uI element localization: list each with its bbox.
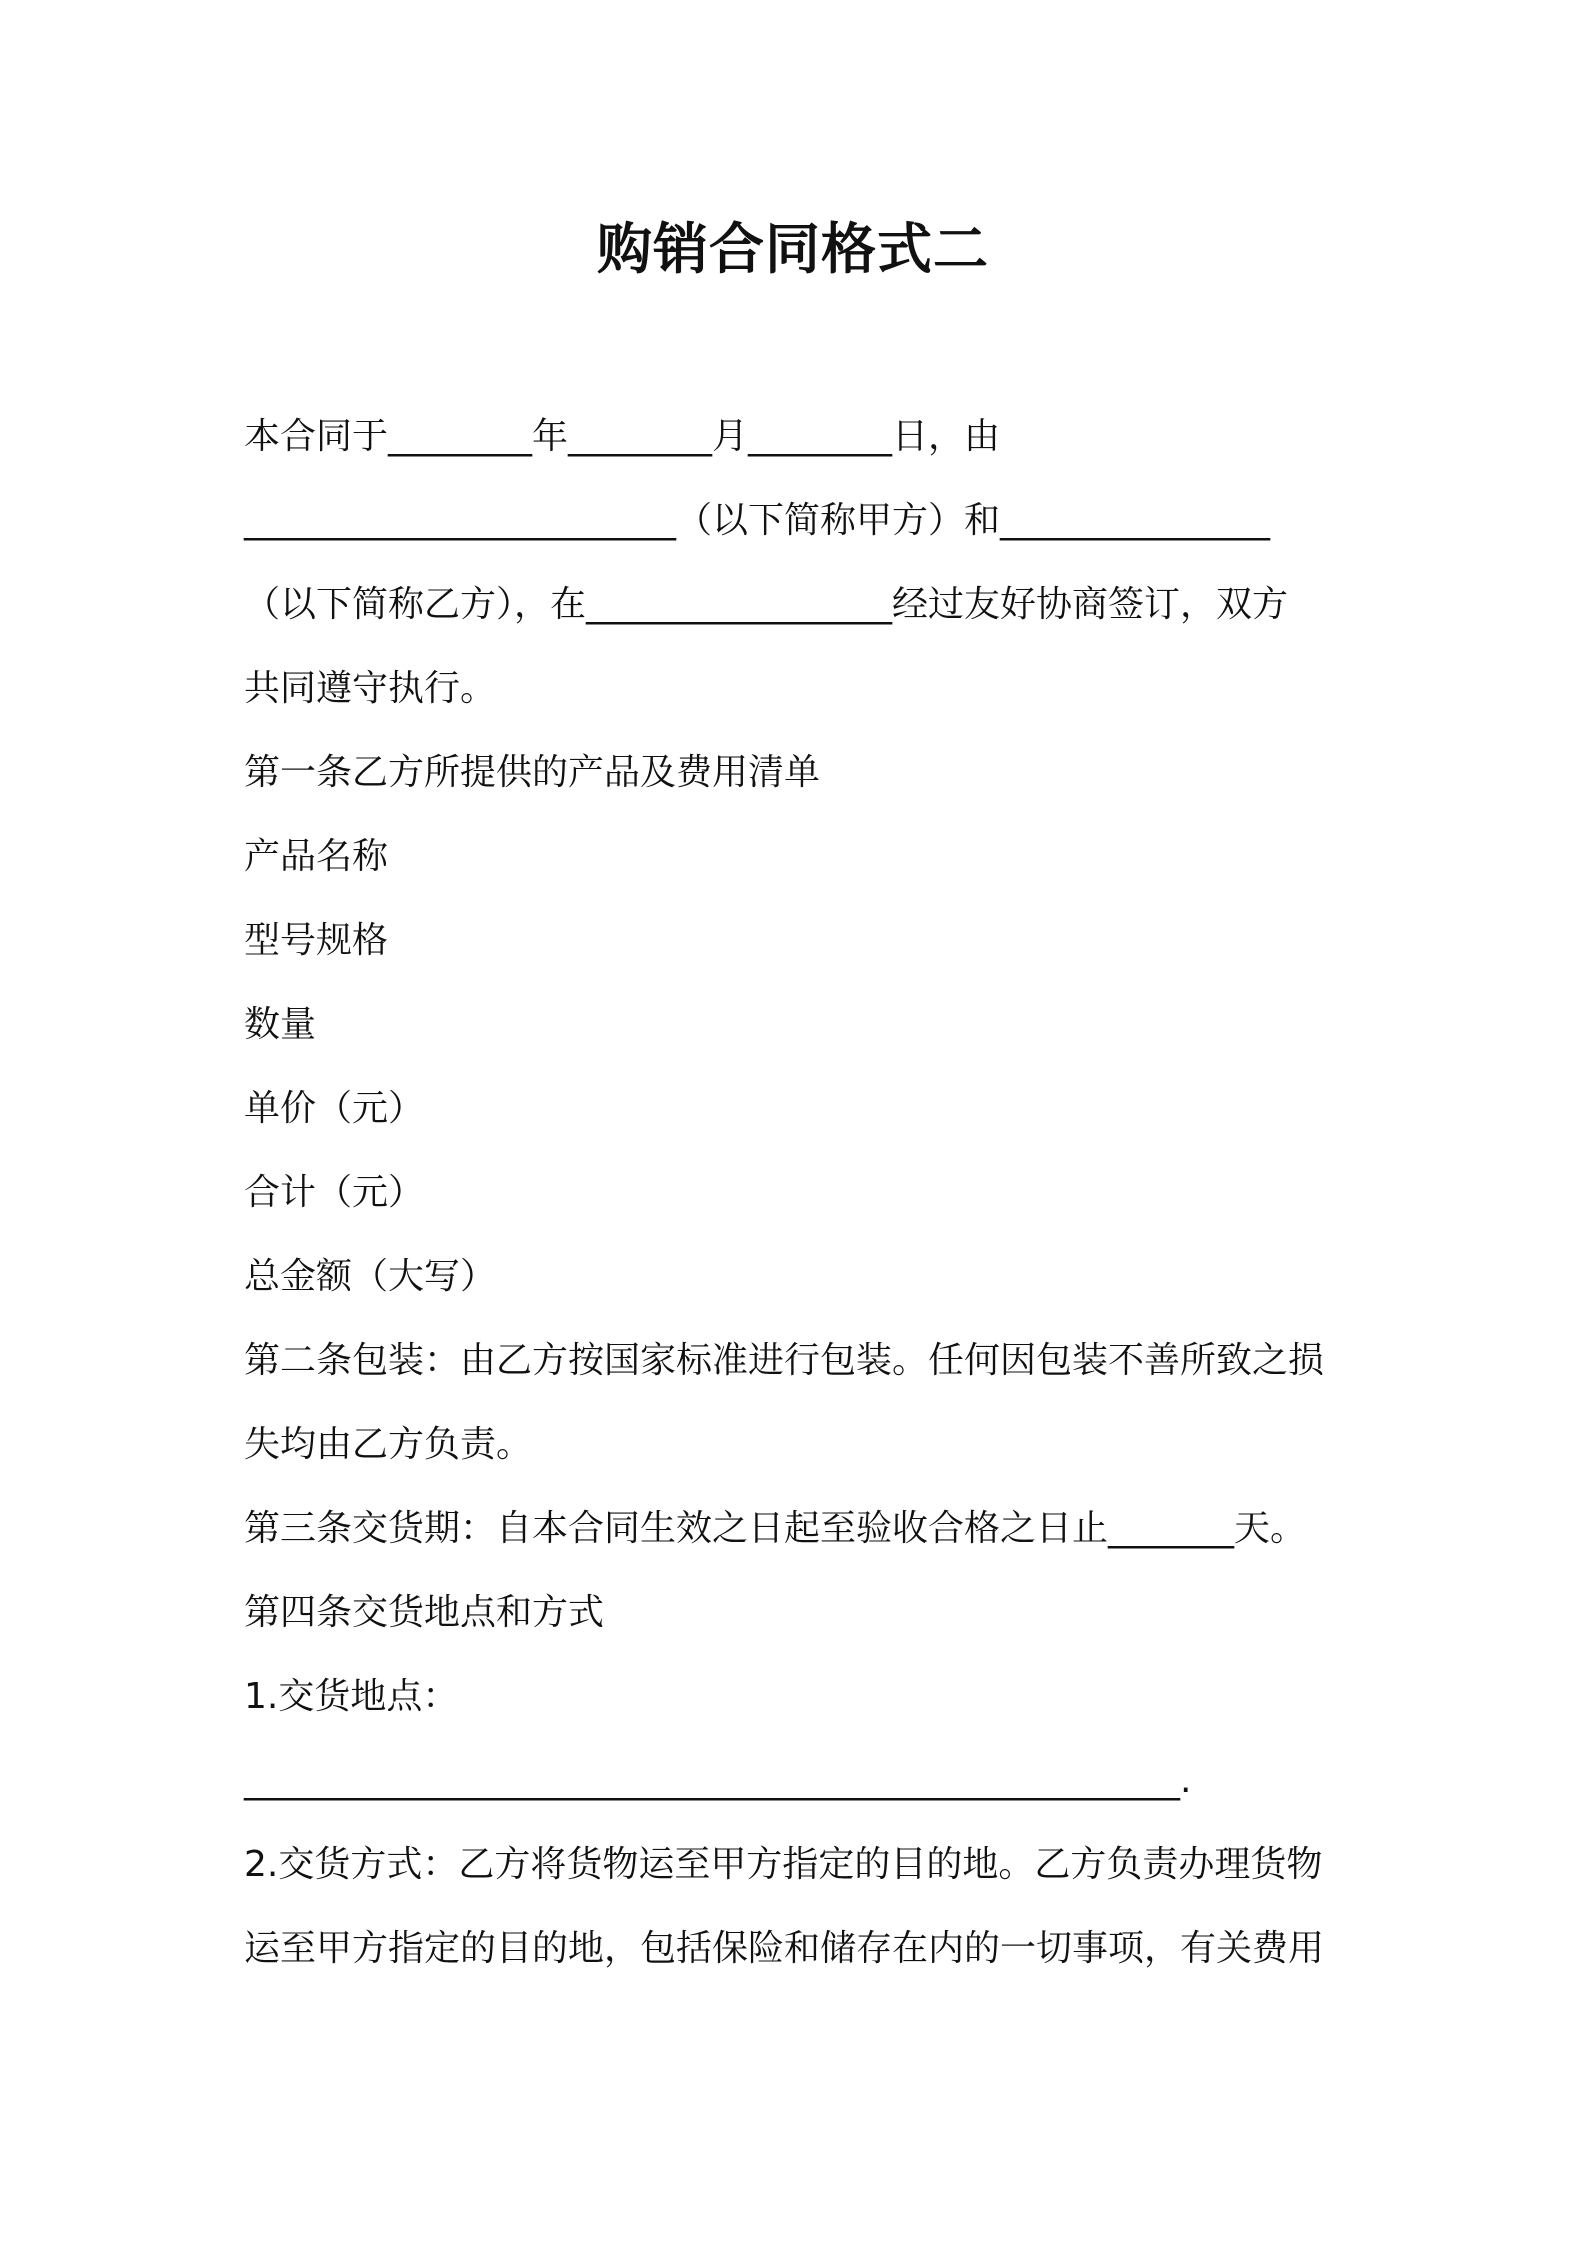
contract-date-line: 本合同于________年________月________日，由 — [244, 416, 1001, 457]
article-1-heading: 第一条乙方所提供的产品及费用清单 — [244, 752, 821, 793]
delivery-place-blank: ____________________________________________________. — [244, 1760, 1192, 1801]
party-b-line: （以下简称乙方），在_________________经过友好协商签订，双方 — [244, 584, 1289, 625]
observance-line: 共同遵守执行。 — [244, 668, 497, 709]
article-2-line-2: 失均由乙方负责。 — [244, 1424, 533, 1465]
subtotal-label: 合计（元） — [244, 1172, 425, 1213]
delivery-method-line-2: 运至甲方指定的目的地，包括保险和储存在内的一切事项，有关费用 — [244, 1928, 1325, 1969]
article-3-line: 第三条交货期：自本合同生效之日起至验收合格之日止_______天。 — [244, 1508, 1307, 1549]
model-spec-label: 型号规格 — [244, 920, 389, 961]
party-a-line: ________________________（以下简称甲方）和_______________ — [244, 500, 1271, 541]
quantity-label: 数量 — [244, 1004, 317, 1045]
article-4-heading: 第四条交货地点和方式 — [244, 1592, 605, 1633]
delivery-place-label: 1.交货地点： — [244, 1676, 459, 1717]
document-title: 购销合同格式二 — [596, 217, 989, 281]
delivery-method-line-1: 2.交货方式：乙方将货物运至甲方指定的目的地。乙方负责办理货物 — [244, 1844, 1323, 1885]
unit-price-label: 单价（元） — [244, 1088, 425, 1129]
product-name-label: 产品名称 — [244, 836, 389, 877]
total-amount-label: 总金额（大写） — [244, 1256, 497, 1297]
article-2-line-1: 第二条包装：由乙方按国家标准进行包装。任何因包装不善所致之损 — [244, 1340, 1325, 1381]
